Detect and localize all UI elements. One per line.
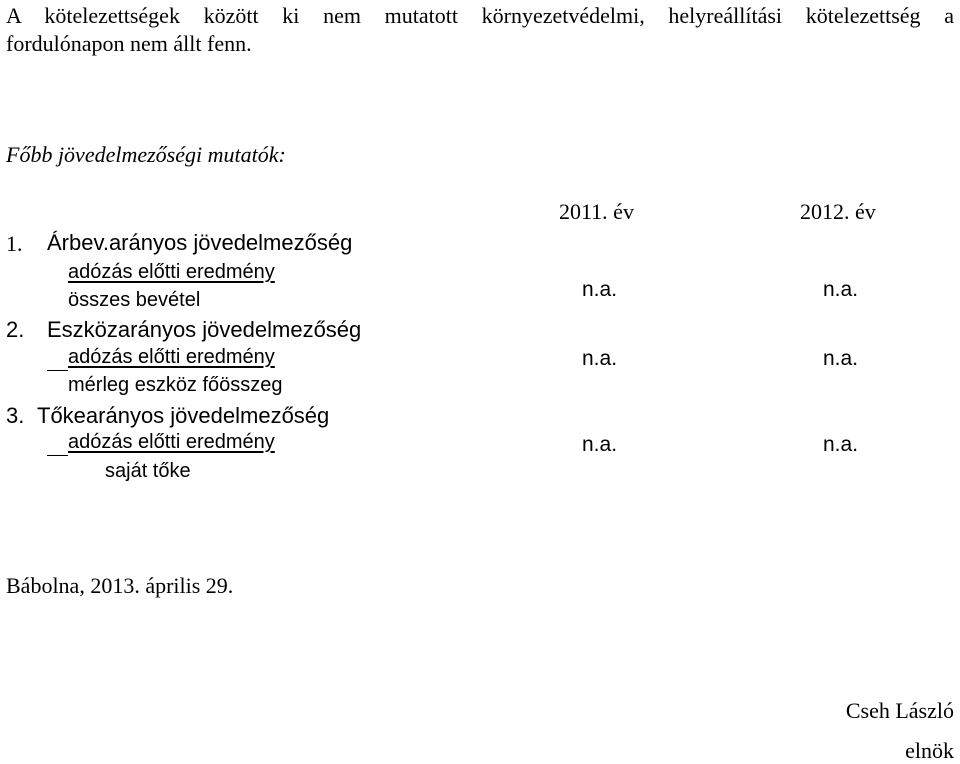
indicator-numerator: adózás előtti eredmény — [68, 431, 275, 453]
signatory-role: elnök — [905, 738, 954, 763]
intro-line-2: fordulónapon nem állt fenn. — [6, 31, 252, 56]
year-header-2011: 2011. év — [559, 199, 634, 224]
indicator-number: 2. — [6, 317, 25, 342]
value-2011: n.a. — [582, 347, 618, 370]
indicator-numerator: adózás előtti eredmény — [68, 261, 275, 283]
year-header-2012: 2012. év — [800, 199, 876, 224]
value-2011: n.a. — [582, 433, 618, 456]
indicator-denominator: saját tőke — [105, 460, 191, 482]
fraction-line — [47, 370, 68, 371]
place-date: Bábolna, 2013. április 29. — [6, 573, 234, 598]
indicator-label: Árbev.arányos jövedelmezőség — [47, 230, 353, 255]
value-2012: n.a. — [823, 433, 859, 456]
value-2012: n.a. — [823, 347, 859, 370]
indicator-number: 3. — [6, 403, 25, 428]
indicator-label: Eszközarányos jövedelmezőség — [47, 317, 362, 342]
value-2011: n.a. — [582, 278, 618, 301]
value-2012: n.a. — [823, 278, 859, 301]
section-title: Főbb jövedelmezőségi mutatók: — [6, 142, 286, 167]
intro-paragraph — [6, 2, 954, 58]
indicator-number: 1. — [6, 231, 23, 256]
indicator-denominator: összes bevétel — [68, 289, 201, 311]
signatory-name: Cseh László — [845, 698, 954, 723]
indicator-numerator: adózás előtti eredmény — [68, 346, 275, 368]
fraction-line — [47, 455, 68, 456]
indicator-denominator: mérleg eszköz főösszeg — [68, 374, 283, 396]
indicator-label: Tőkearányos jövedelmezőség — [37, 403, 330, 428]
intro-line-1: A kötelezettségek között ki nem mutatott környezetvédelmi, helyreállítási kötelezettség a — [6, 3, 954, 28]
